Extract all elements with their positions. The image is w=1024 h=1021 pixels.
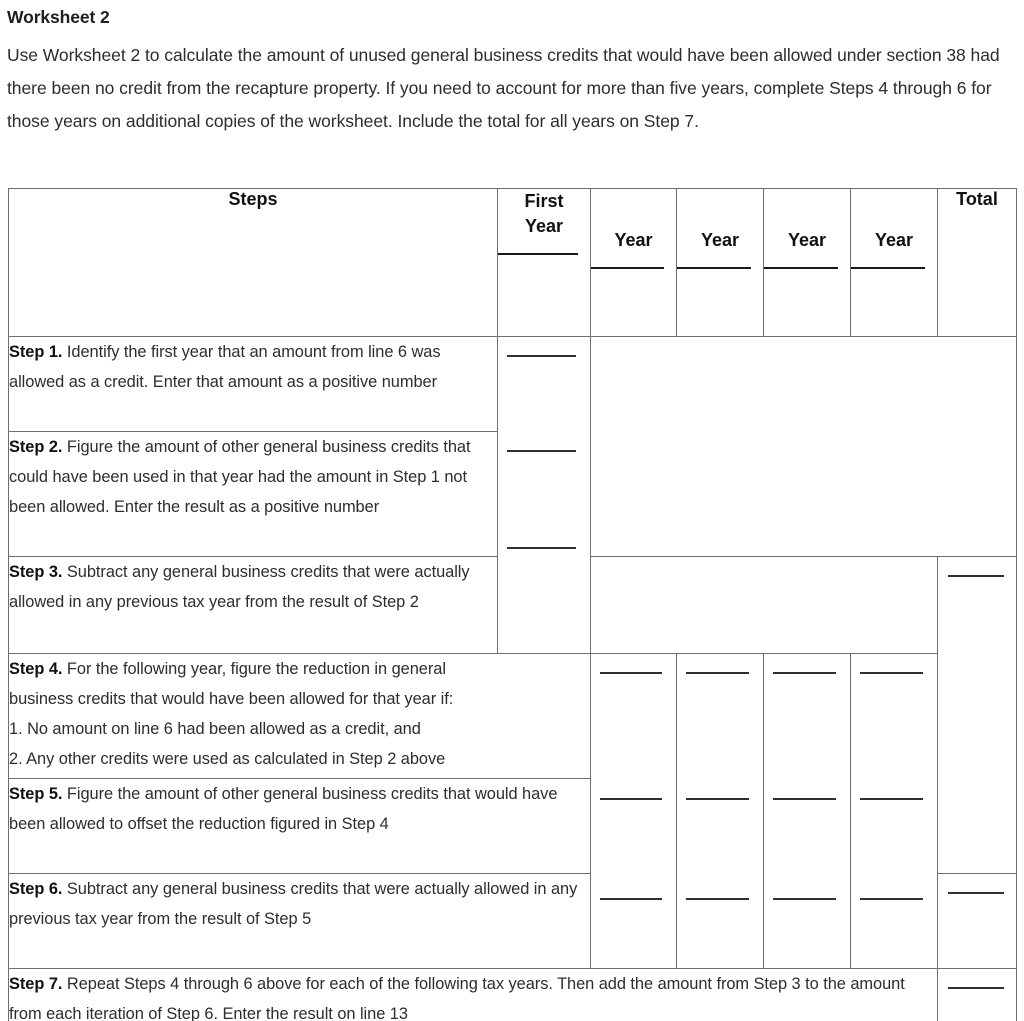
step-5-year-4-blank[interactable] xyxy=(773,798,836,800)
table-row-step-7 xyxy=(9,969,1017,1021)
header-year-3 xyxy=(677,189,764,337)
step-2-text xyxy=(9,432,498,557)
step-1-body: Identify the first year that an amount from line 6 was allowed as a credit. Enter that amount as a positive number xyxy=(9,343,441,391)
step-7-text xyxy=(9,969,938,1021)
header-first-year-line1: First xyxy=(524,191,564,211)
step-4-body: For the following year, figure the reduction in general business credits that would have been allowed for that year if: 1. No amount on line 6 had been allowed as a credit, and 2. Any other credits were used as calculated in Step 2 above xyxy=(9,660,454,768)
step-2-label: Step 2. xyxy=(9,438,63,456)
header-first-year-line2: Year xyxy=(524,216,564,236)
step-7-total-cell[interactable] xyxy=(938,969,1017,1021)
header-year-2 xyxy=(591,189,677,337)
year-5-steps-4-6-cell[interactable] xyxy=(851,654,938,969)
step-6-year-5-blank[interactable] xyxy=(860,898,923,900)
step-3-label: Step 3. xyxy=(9,563,63,581)
step-3-empty-years xyxy=(591,557,938,654)
table-header-row xyxy=(9,189,1017,337)
step-6-total-blank[interactable] xyxy=(948,892,1004,894)
header-year-3-label: Year xyxy=(700,230,740,250)
header-year-5 xyxy=(851,189,938,337)
step-6-total-cell[interactable] xyxy=(938,874,1017,969)
table-row-step-1 xyxy=(9,337,1017,432)
page-title: Worksheet 2 xyxy=(7,7,110,27)
step-7-body: Repeat Steps 4 through 6 above for each of the following tax years. Then add the amount from Step 3 to the amount from each iteration of Step 6. Enter the result on line 13 xyxy=(9,975,905,1021)
year-2-steps-4-6-cell[interactable] xyxy=(591,654,677,969)
step-1-label: Step 1. xyxy=(9,343,63,361)
step-3-first-year-blank[interactable] xyxy=(507,547,576,549)
step-2-body: Figure the amount of other general business credits that could have been used in that year had the amount in Step 1 not been allowed. Enter the result as a positive number xyxy=(9,438,471,516)
step-5-year-5-blank[interactable] xyxy=(860,798,923,800)
header-total-label: Total xyxy=(956,189,998,209)
worksheet-table xyxy=(8,188,1017,1021)
header-year-2-label: Year xyxy=(614,230,653,250)
step-4-year-5-blank[interactable] xyxy=(860,672,923,674)
header-year-5-blank[interactable] xyxy=(851,267,925,269)
header-total xyxy=(938,189,1017,337)
header-year-2-blank[interactable] xyxy=(591,267,664,269)
step-4-year-3-blank[interactable] xyxy=(686,672,749,674)
worksheet-table-container xyxy=(8,188,1016,1021)
step-5-year-3-blank[interactable] xyxy=(686,798,749,800)
step-1-2-empty-area xyxy=(591,337,1017,557)
step-6-year-4-blank[interactable] xyxy=(773,898,836,900)
step-6-year-3-blank[interactable] xyxy=(686,898,749,900)
step-1-3-first-year-cell[interactable] xyxy=(498,337,591,654)
header-year-4-label: Year xyxy=(787,230,827,250)
header-year-3-blank[interactable] xyxy=(677,267,751,269)
step-7-label: Step 7. xyxy=(9,975,63,993)
table-row-step-4 xyxy=(9,654,1017,779)
step-3-text xyxy=(9,557,498,654)
step-4-text xyxy=(9,654,591,779)
header-year-4 xyxy=(764,189,851,337)
header-first-year xyxy=(498,189,591,337)
step-5-text xyxy=(9,779,591,874)
step-5-year-2-blank[interactable] xyxy=(600,798,662,800)
step-7-total-blank[interactable] xyxy=(948,987,1004,989)
step-6-label: Step 6. xyxy=(9,880,63,898)
header-steps xyxy=(9,189,498,337)
step-4-year-2-blank[interactable] xyxy=(600,672,662,674)
header-steps-label: Steps xyxy=(228,189,278,209)
step-2-first-year-blank[interactable] xyxy=(507,450,576,452)
step-1-first-year-blank[interactable] xyxy=(507,355,576,357)
year-4-steps-4-6-cell[interactable] xyxy=(764,654,851,969)
step-1-text xyxy=(9,337,498,432)
header-year-4-blank[interactable] xyxy=(764,267,838,269)
step-3-total-blank[interactable] xyxy=(948,575,1004,577)
step-6-year-2-blank[interactable] xyxy=(600,898,662,900)
step-6-text xyxy=(9,874,591,969)
step-4-label: Step 4. xyxy=(9,660,63,678)
step-6-body: Subtract any general business credits that were actually allowed in any previous tax year from the result of Step 5 xyxy=(9,880,578,928)
header-year-5-label: Year xyxy=(874,230,914,250)
step-4-year-4-blank[interactable] xyxy=(773,672,836,674)
step-3-5-total-cell[interactable] xyxy=(938,557,1017,874)
header-first-year-blank[interactable] xyxy=(498,253,578,255)
step-5-label: Step 5. xyxy=(9,785,63,803)
intro-paragraph: Use Worksheet 2 to calculate the amount of unused general business credits that would have been allowed under section 38 had there been no credit from the recapture property. If you need to account for more than five years, complete Steps 4 through 6 for those years on additional copies of the worksheet. Include the total for all years on Step 7. xyxy=(7,45,1000,131)
step-3-body: Subtract any general business credits that were actually allowed in any previous tax year from the result of Step 2 xyxy=(9,563,470,611)
year-3-steps-4-6-cell[interactable] xyxy=(677,654,764,969)
step-5-body: Figure the amount of other general business credits that would have been allowed to offset the reduction figured in Step 4 xyxy=(9,785,558,833)
